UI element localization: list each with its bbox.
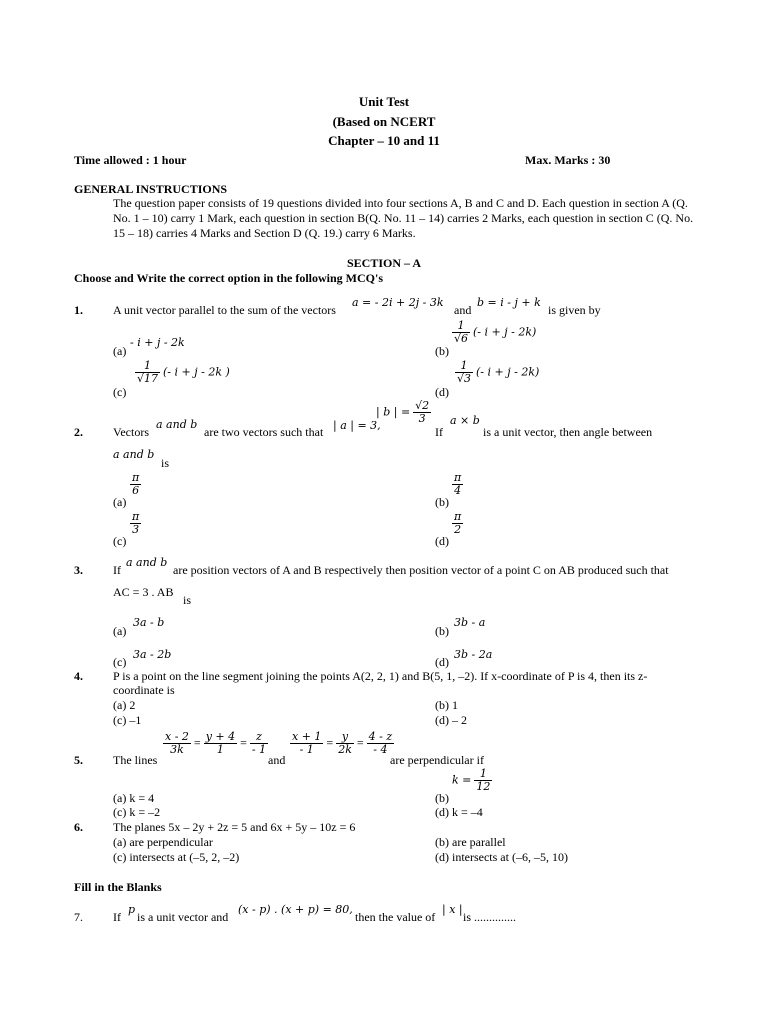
q3-option-d: 3b - 2a: [454, 648, 493, 661]
q3-ab: a and b: [126, 556, 168, 569]
q1-text: A unit vector parallel to the sum of the vectors: [113, 303, 336, 317]
q5-option-b-num: 1: [474, 768, 492, 781]
q2-is: is: [161, 456, 170, 470]
q5-option-c: (c) k = –2: [113, 805, 161, 819]
q2-condition-2-lhs: | b | =: [376, 405, 411, 419]
q2-ab-2: a and b: [113, 448, 155, 461]
q3-condition: AC = 3 . AB: [113, 585, 174, 599]
q1-option-d-den: √3: [457, 372, 472, 386]
fill-blanks-heading: Fill in the Blanks: [74, 880, 162, 894]
q1-option-c-expr: (- i + j - 2k ): [163, 365, 230, 379]
q1-option-c-num: 1: [135, 360, 160, 373]
q2-text3: If: [435, 425, 443, 439]
q3-option-c-label: (c): [113, 655, 127, 669]
q5-and: and: [268, 753, 286, 767]
q5-l2-c-num: 4 - z: [368, 730, 393, 743]
subtitle: (Based on NCERT: [332, 114, 436, 129]
q1-option-c: [135, 360, 230, 385]
q6-number: 6.: [74, 820, 83, 834]
q7-text3: then the value of: [355, 910, 436, 924]
q2-condition-2-num: √2: [415, 399, 430, 412]
section-a-subheading: Choose and Write the correct option in the following MCQ's: [74, 271, 383, 285]
q5-l2-a-num: x + 1: [292, 730, 322, 743]
q5-l1-a-den: 3k: [170, 743, 184, 757]
q2-option-c: [130, 511, 141, 536]
q2-option-a: [130, 472, 141, 497]
q1-option-b-num: 1: [452, 320, 470, 333]
q1-number: 1.: [74, 303, 83, 317]
q1-option-c-den: √17: [137, 372, 159, 386]
section-a-heading: SECTION – A: [346, 256, 422, 270]
q3-option-b: 3b - a: [454, 616, 486, 629]
q2-option-b: [452, 472, 463, 497]
q6-option-d: (d) intersects at (–6, –5, 10): [435, 850, 568, 864]
q1-vector-b: b = i - j + k: [477, 296, 541, 309]
q5-text2: are perpendicular if: [390, 753, 484, 767]
q4-option-b: (b) 1: [435, 698, 458, 712]
max-marks: Max. Marks : 30: [525, 153, 611, 167]
q7-abs-x: | x |: [442, 903, 463, 916]
q5-l1-c-den: - 1: [251, 743, 267, 757]
q1-option-d-label: (d): [435, 385, 449, 399]
q5-option-b: [452, 768, 492, 793]
q7-expression: (x - p) . (x + p) = 80,: [238, 903, 353, 916]
q3-option-a-label: (a): [113, 624, 127, 638]
q2-condition-1: | a | = 3,: [333, 419, 381, 432]
q1-and: and: [454, 303, 472, 317]
q2-option-d-den: 2: [454, 523, 462, 537]
chapter-heading: Chapter – 10 and 11: [328, 133, 440, 148]
q1-option-b: [452, 320, 536, 345]
q1-vector-a: a = - 2i + 2j - 3k: [352, 296, 444, 309]
q4-option-c: (c) –1: [113, 713, 142, 727]
q2-option-a-num: π: [132, 471, 140, 484]
q5-l1-a-num: x - 2: [165, 730, 189, 743]
q5-line-1: $\frac{x - 2}{3k}$ = $\frac{y + 4}{1}$ = $\frac{z}{- 1}$: [165, 730, 267, 757]
q1-option-d-num: 1: [455, 360, 473, 373]
q2-option-d: [452, 511, 463, 536]
q2-option-b-label: (b): [435, 495, 449, 509]
instructions-heading: GENERAL INSTRUCTIONS: [74, 182, 228, 196]
q5-option-b-lhs: k =: [452, 773, 472, 787]
q2-option-a-den: 6: [132, 484, 140, 498]
q3-option-b-label: (b): [435, 624, 449, 638]
q2-condition-2: [376, 400, 431, 425]
q5-l2-c-den: - 4: [373, 743, 388, 757]
q2-option-d-num: π: [454, 510, 462, 523]
q1-option-b-expr: (- i + j - 2k): [473, 325, 537, 339]
q2-option-b-den: 4: [454, 484, 462, 498]
q1-option-b-label: (b): [435, 344, 449, 358]
q5-l2-a-den: - 1: [299, 743, 314, 757]
q3-is: is: [183, 593, 192, 607]
q7-p: p: [128, 903, 136, 916]
q1-option-d: [455, 360, 539, 385]
q2-option-a-label: (a): [113, 495, 127, 509]
time-allowed: Time allowed : 1 hour: [74, 153, 187, 167]
q5-l2-b-den: 2k: [338, 743, 352, 757]
q2-option-c-num: π: [132, 510, 140, 523]
q5-line-2: $\frac{x + 1}{- 1}$ = $\frac{y}{2k}$ = $\frac{4 - z}{- 4}$: [292, 730, 393, 757]
q5-option-d: (d) k = –4: [435, 805, 483, 819]
q1-option-d-expr: (- i + j - 2k): [476, 365, 540, 379]
q2-option-d-label: (d): [435, 534, 449, 548]
instructions-text: The question paper consists of 19 questions divided into four sections A, B and C and D. Each question in section A (Q. No. 1 – 10) carry 1 Mark, each question in section B(Q. No. 11 – 14) carries 2 Marks, each question in section C (Q. No. 15 – 18) carries 4 Marks and Section D (Q. 19.) carry 6 Marks.: [113, 196, 694, 240]
q7-text2: is a unit vector and: [137, 910, 229, 924]
q5-l1-c-num: z: [250, 731, 268, 744]
q6-option-a: (a) are perpendicular: [113, 835, 213, 849]
title: Unit Test: [358, 94, 410, 109]
q2-option-c-label: (c): [113, 534, 127, 548]
q4-option-a: (a) 2: [113, 698, 136, 712]
q3-option-c: 3a - 2b: [133, 648, 172, 661]
q3-number: 3.: [74, 563, 83, 577]
q7-text4: is ..............: [463, 910, 517, 924]
q3-option-a: 3a - b: [133, 616, 165, 629]
q2-option-b-num: π: [454, 471, 462, 484]
q2-text4: is a unit vector, then angle between: [483, 425, 653, 439]
q6-text: The planes 5x – 2y + 2z = 5 and 6x + 5y – 10z = 6: [113, 820, 356, 834]
q1-option-c-label: (c): [113, 385, 127, 399]
q2-text1: Vectors: [113, 425, 149, 439]
q5-l1-b-num: y + 4: [205, 730, 236, 743]
q2-option-c-den: 3: [132, 523, 140, 537]
q5-number: 5.: [74, 753, 83, 767]
q3-text1: If: [113, 563, 121, 577]
q2-text2: are two vectors such that: [204, 425, 324, 439]
q5-text1: The lines: [113, 753, 158, 767]
q5-option-b-den: 12: [476, 780, 491, 794]
q7-text1: If: [113, 910, 121, 924]
q1-option-b-den: √6: [454, 332, 469, 346]
q1-tail: is given by: [548, 303, 601, 317]
q7-number: 7.: [74, 910, 83, 924]
q2-number: 2.: [74, 425, 83, 439]
q3-text2: are position vectors of A and B respectively then position vector of a point C on AB produced such that: [173, 563, 669, 577]
q4-number: 4.: [74, 669, 83, 683]
q5-l2-b-num: y: [336, 731, 354, 744]
q2-cross: a × b: [450, 414, 480, 427]
q6-option-b: (b) are parallel: [435, 835, 506, 849]
q2-condition-2-den: 3: [418, 412, 426, 426]
q5-l1-b-den: 1: [216, 743, 224, 757]
q3-option-d-label: (d): [435, 655, 449, 669]
q5-option-b-label: (b): [435, 791, 449, 805]
q1-option-a: - i + j - 2k: [130, 336, 185, 349]
q1-option-a-label: (a): [113, 344, 127, 358]
q2-ab: a and b: [156, 418, 198, 431]
q4-option-d: (d) – 2: [435, 713, 467, 727]
q5-option-a: (a) k = 4: [113, 791, 155, 805]
q6-option-c: (c) intersects at (–5, 2, –2): [113, 850, 240, 864]
q4-text: P is a point on the line segment joining the points A(2, 2, 1) and B(5, 1, –2). If x-coordinate of P is 4, then its z-coordinate is: [113, 669, 648, 697]
